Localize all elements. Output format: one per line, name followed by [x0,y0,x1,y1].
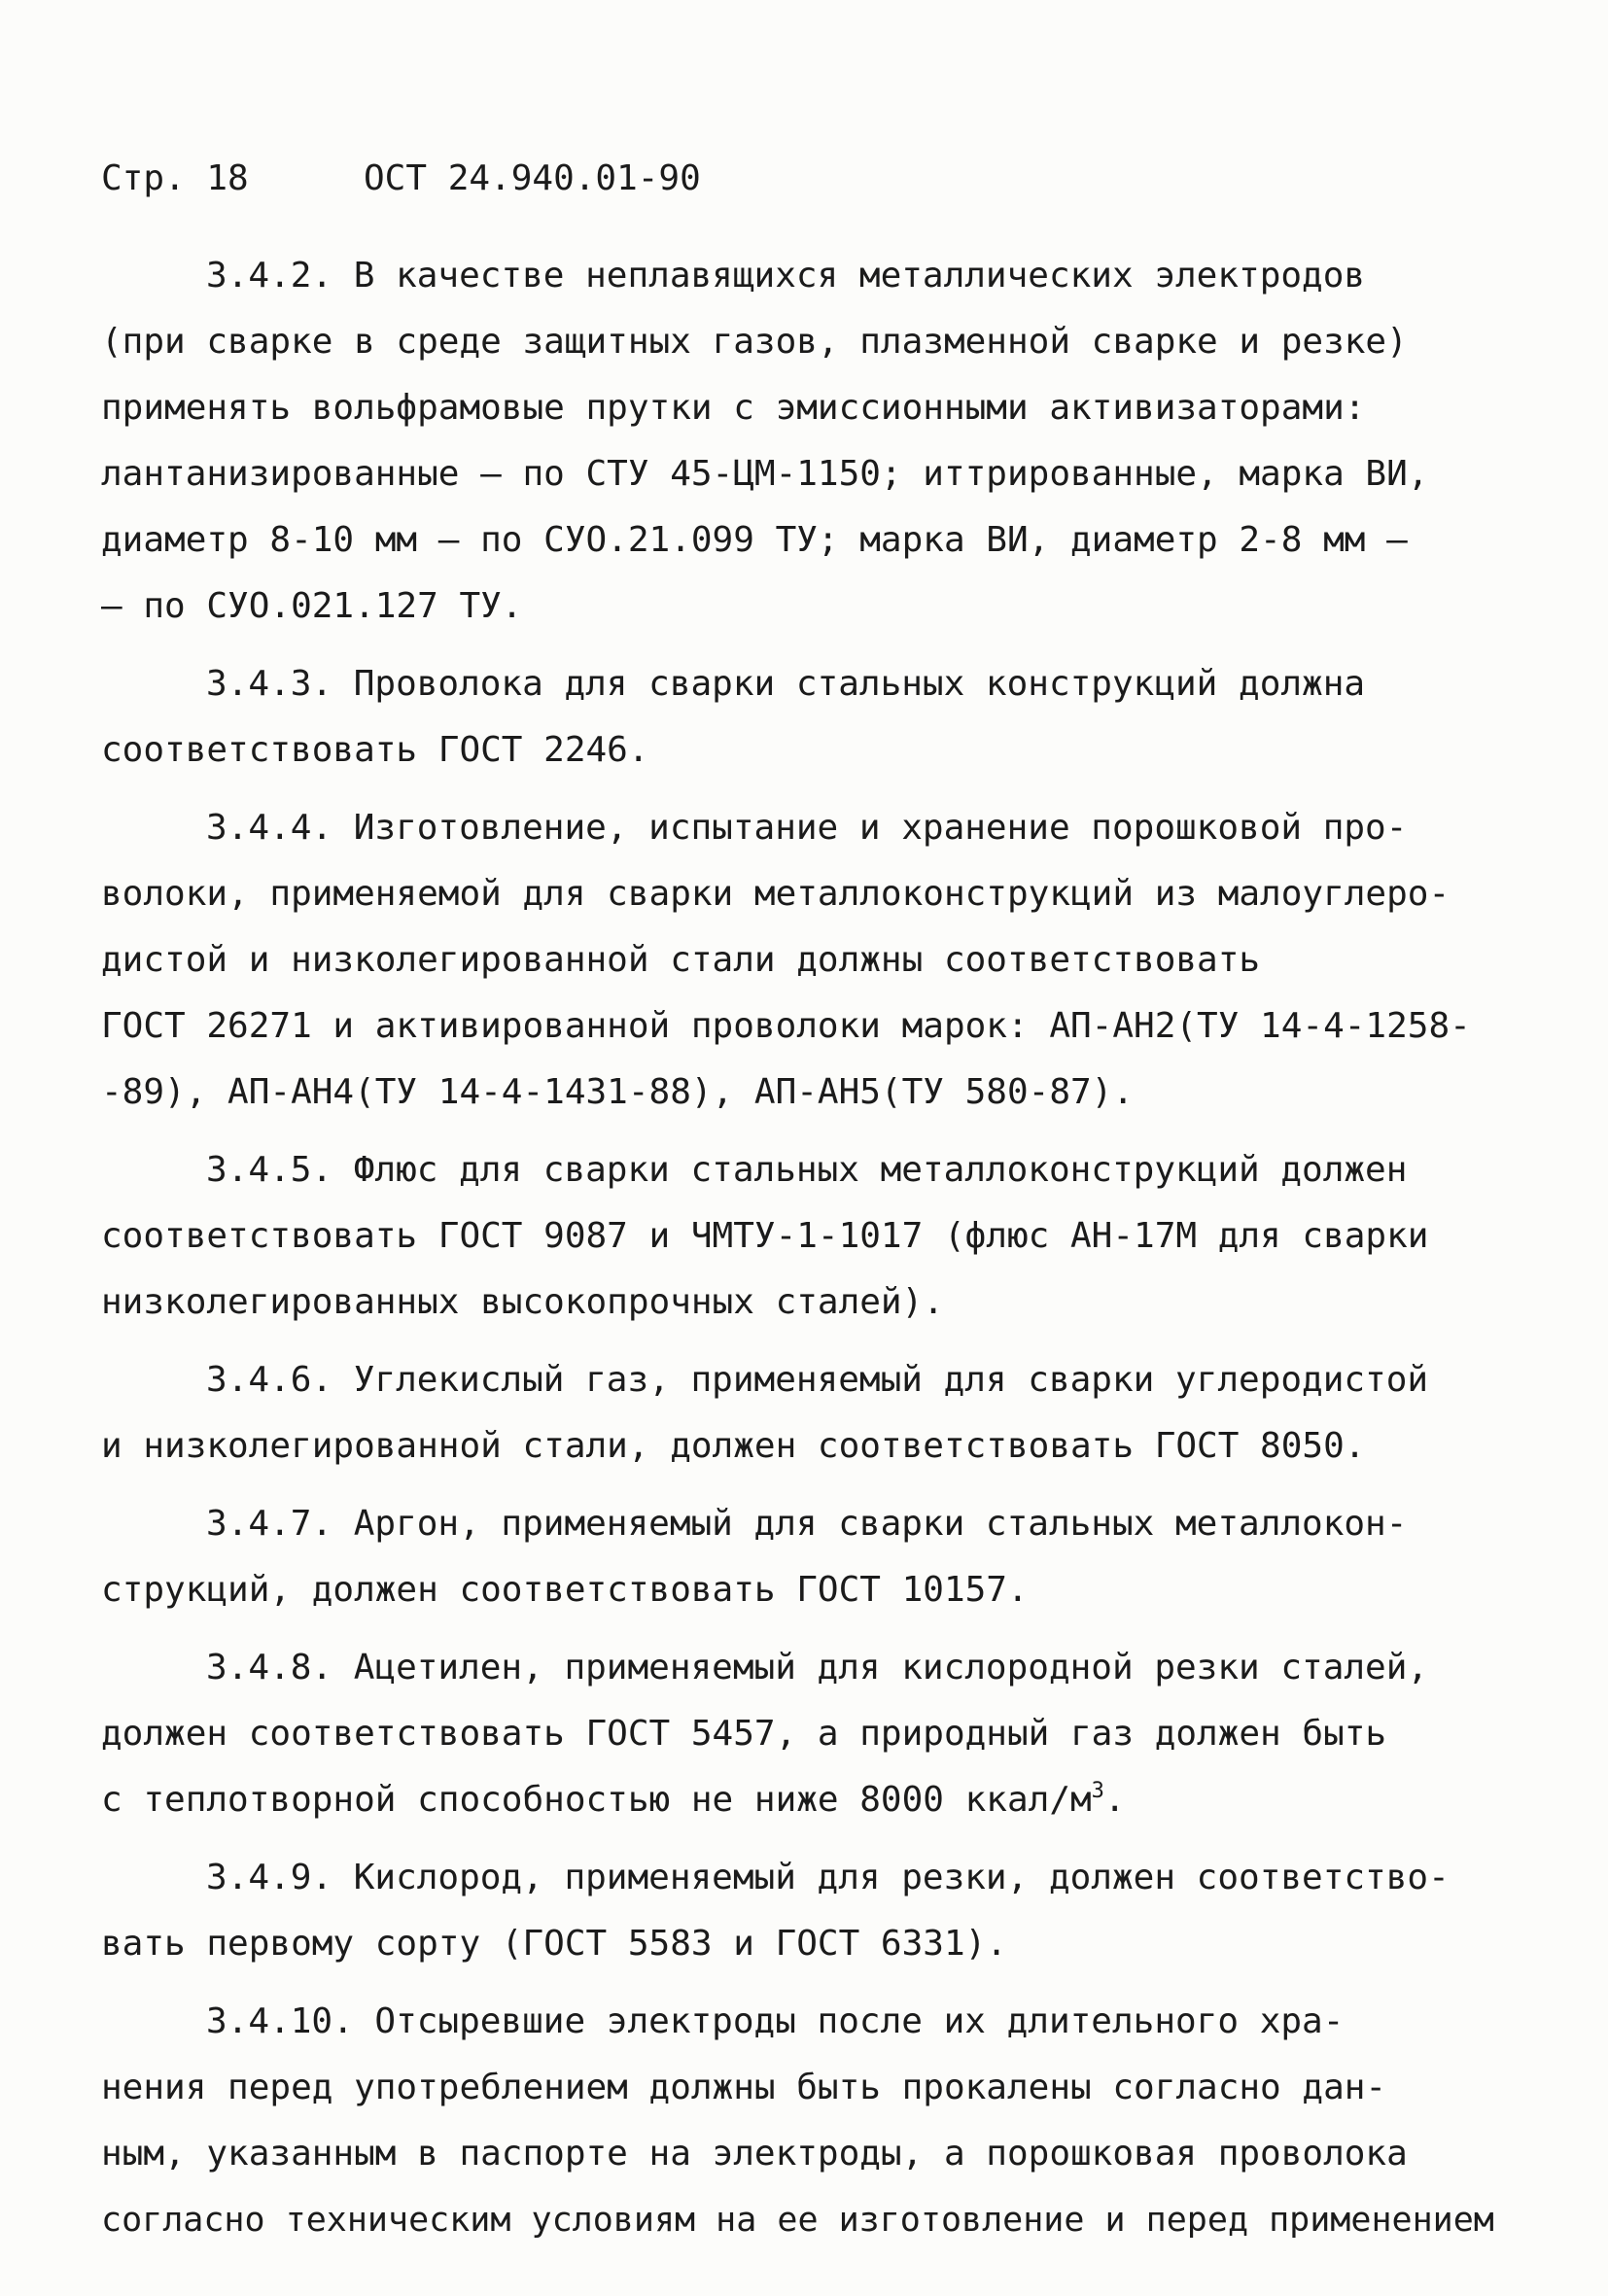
text-line-with-superscript [101,1767,1511,1833]
text-line: -89), АП-АН4(ТУ 14-4-1431-88), АП-АН5(ТУ 580-87). [101,1072,1135,1112]
clause-3-4-9 [101,1845,1511,1977]
text-line: 3.4.3. Проволока для сварки стальных конструкций должна [206,664,1366,704]
text-line: 3.4.5. Флюс для сварки стальных металлоконструкций должен [206,1150,1408,1190]
clause-3-4-10 [101,1989,1511,2253]
text-line: применять вольфрамовые прутки с эмиссионными активизаторами: [101,388,1366,428]
text-line: согласно техническим условиям на ее изготовление и перед применением [101,2201,1494,2240]
superscript: 3 [1091,1779,1104,1803]
clause-3-4-7 [101,1491,1511,1623]
text-line: струкций, должен соответствовать ГОСТ 10157. [101,1570,1029,1610]
line-tail: . [1103,1780,1126,1820]
text-line: соответствовать ГОСТ 2246. [101,730,649,770]
text-line: вать первому сорту (ГОСТ 5583 и ГОСТ 6331). [101,1924,1007,1964]
text-line: 3.4.7. Аргон, применяемый для сварки стальных металлокон- [206,1504,1408,1544]
text-line: 3.4.4. Изготовление, испытание и хранение порошковой про- [206,808,1408,848]
text-line: низколегированных высокопрочных сталей). [101,1282,944,1322]
text-line: – по СУО.021.127 ТУ. [101,586,523,626]
clause-3-4-5 [101,1137,1511,1336]
clause-3-4-3 [101,651,1511,783]
text-line: ным, указанным в паспорте на электроды, а порошковая проволока [101,2134,1408,2174]
text-line: должен соответствовать ГОСТ 5457, а природный газ должен быть [101,1714,1387,1754]
text-line: ГОСТ 26271 и активированной проволоки марок: АП-АН2(ТУ 14-4-1258- [101,1006,1471,1046]
document-body [101,243,1511,2265]
text-line: волоки, применяемой для сварки металлоконструкций из малоуглеро- [101,874,1451,914]
page-header [101,146,701,212]
text-line: 3.4.6. Углекислый газ, применяемый для сварки углеродистой [206,1360,1429,1400]
text-line: 3.4.10. Отсыревшие электроды после их длительного хра- [206,2001,1345,2041]
clause-3-4-4 [101,795,1511,1126]
clause-3-4-8 [101,1635,1511,1833]
text-line: соответствовать ГОСТ 9087 и ЧМТУ-1-1017 (флюс АН-17М для сварки [101,1216,1429,1256]
standard-code: ОСТ 24.940.01-90 [364,158,701,198]
text-line: (при сварке в среде защитных газов, плазменной сварке и резке) [101,322,1408,362]
text-line: 3.4.2. В качестве неплавящихся металлических электродов [206,256,1366,296]
text-line: лантанизированные – по СТУ 45-ЦМ-1150; иттрированные, марка ВИ, [101,454,1429,494]
text-line: диаметр 8-10 мм – по СУО.21.099 ТУ; марка ВИ, диаметр 2-8 мм – [101,520,1408,560]
text-line: с теплотворной способностью не ниже 8000 ккал/м [101,1780,1092,1820]
text-line: 3.4.9. Кислород, применяемый для резки, должен соответство- [206,1858,1450,1897]
text-line: нения перед употреблением должны быть прокалены согласно дан- [101,2068,1387,2107]
text-line: 3.4.8. Ацетилен, применяемый для кислородной резки сталей, [206,1648,1429,1687]
page-number: Стр. 18 [101,158,249,198]
clause-3-4-2 [101,243,1511,640]
text-line: и низколегированной стали, должен соответствовать ГОСТ 8050. [101,1426,1366,1466]
clause-3-4-6 [101,1347,1511,1479]
text-line: дистой и низколегированной стали должны соответствовать [101,940,1261,980]
